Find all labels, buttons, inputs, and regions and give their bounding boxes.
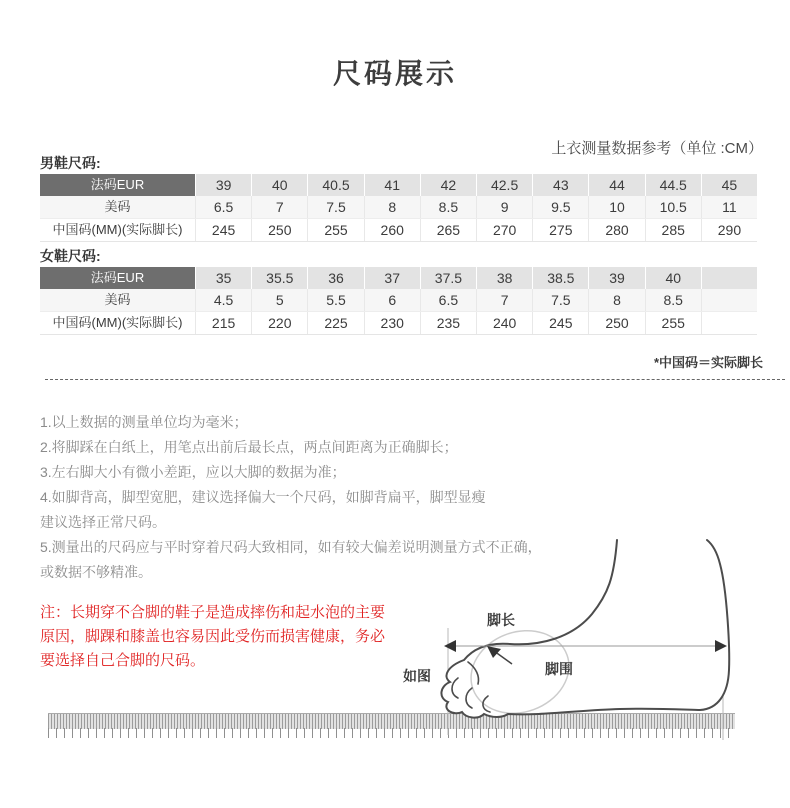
foot-measurement-diagram	[380, 530, 790, 742]
size-table-row	[40, 267, 757, 289]
size-value-cell: 44.5	[645, 174, 701, 196]
size-value-cell: 39	[588, 267, 644, 289]
size-value-cell: 290	[701, 219, 757, 241]
row-header-cell: 美码	[104, 199, 131, 214]
size-value-cell: 38.5	[532, 267, 588, 289]
size-value-cell: 42.5	[476, 174, 532, 196]
size-value-cell: 7	[476, 289, 532, 311]
foot-fill	[441, 540, 729, 718]
size-table-row	[40, 289, 757, 311]
size-value-cell: 230	[364, 312, 420, 334]
dashed-divider	[45, 379, 785, 380]
size-value-cell: 6.5	[420, 289, 476, 311]
size-value-cell: 11	[701, 196, 757, 218]
size-value-cell: 235	[420, 312, 476, 334]
warning-line: 要选择自己合脚的尺码。	[40, 652, 206, 669]
size-value-cell: 37	[364, 267, 420, 289]
note-line: 1.以上数据的测量单位均为毫米；	[40, 414, 248, 430]
as-shown-label: 如图	[403, 668, 431, 684]
size-value-cell: 250	[588, 312, 644, 334]
size-value-cell: 245	[195, 219, 251, 241]
size-value-cell: 39	[195, 174, 251, 196]
size-value-cell: 38	[476, 267, 532, 289]
size-value-cell: 7.5	[532, 289, 588, 311]
size-value-cell: 8.5	[420, 196, 476, 218]
size-value-cell: 6.5	[195, 196, 251, 218]
size-value-cell: 8	[364, 196, 420, 218]
size-value-cell: 250	[251, 219, 307, 241]
measurement-reference-note: 上衣测量数据参考（单位 :CM）	[551, 140, 763, 157]
size-value-cell	[701, 267, 757, 289]
size-value-cell: 215	[195, 312, 251, 334]
size-value-cell: 255	[307, 219, 363, 241]
foot-length-label: 脚长	[487, 612, 515, 628]
size-value-cell: 260	[364, 219, 420, 241]
note-line: 5.测量出的尺码应与平时穿着尺码大致相同，如有较大偏差说明测量方式不正确，	[40, 539, 542, 555]
arrowhead-left-icon	[444, 640, 456, 652]
size-value-cell: 5.5	[307, 289, 363, 311]
row-header-cell: 法码EUR	[40, 174, 195, 196]
size-value-cell: 4.5	[195, 289, 251, 311]
size-value-cell: 280	[588, 219, 644, 241]
size-value-cell: 240	[476, 312, 532, 334]
size-table-row	[40, 311, 757, 335]
mens-section-label: 男鞋尺码:	[40, 155, 101, 171]
page-title: 尺码展示	[332, 58, 457, 89]
size-value-cell: 41	[364, 174, 420, 196]
size-value-cell: 8	[588, 289, 644, 311]
note-line: 或数据不够精准。	[40, 564, 152, 580]
warning-line: 注：长期穿不合脚的鞋子是造成摔伤和起水泡的主要	[40, 604, 386, 621]
size-value-cell: 42	[420, 174, 476, 196]
size-value-cell: 245	[532, 312, 588, 334]
size-value-cell: 10.5	[645, 196, 701, 218]
size-value-cell: 8.5	[645, 289, 701, 311]
size-value-cell: 35	[195, 267, 251, 289]
size-value-cell: 44	[588, 174, 644, 196]
note-line: 2.将脚踩在白纸上，用笔点出前后最长点，两点间距离为正确脚长；	[40, 439, 458, 455]
size-value-cell: 5	[251, 289, 307, 311]
size-value-cell: 35.5	[251, 267, 307, 289]
size-value-cell: 7	[251, 196, 307, 218]
size-value-cell: 255	[645, 312, 701, 334]
size-value-cell: 220	[251, 312, 307, 334]
size-value-cell	[701, 289, 757, 311]
size-table-row	[40, 218, 757, 242]
size-value-cell: 40	[251, 174, 307, 196]
china-size-footnote: *中国码＝实际脚长	[653, 355, 763, 370]
size-value-cell	[701, 312, 757, 334]
size-value-cell: 7.5	[307, 196, 363, 218]
foot-girth-label: 脚围	[545, 661, 573, 677]
row-header-cell: 美码	[104, 292, 131, 307]
note-line: 3.左右脚大小有微小差距，应以大脚的数据为准；	[40, 464, 346, 480]
row-header-cell: 中国码(MM)(实际脚长)	[52, 315, 183, 330]
size-value-cell: 275	[532, 219, 588, 241]
size-table-row	[40, 196, 757, 218]
size-value-cell: 285	[645, 219, 701, 241]
size-value-cell: 40.5	[307, 174, 363, 196]
row-header-cell: 中国码(MM)(实际脚长)	[52, 222, 183, 237]
size-value-cell: 37.5	[420, 267, 476, 289]
warning-line: 原因，脚踝和膝盖也容易因此受伤而损害健康，务必	[40, 628, 386, 645]
size-value-cell: 10	[588, 196, 644, 218]
size-value-cell: 225	[307, 312, 363, 334]
size-value-cell: 45	[701, 174, 757, 196]
size-value-cell: 9	[476, 196, 532, 218]
size-value-cell: 43	[532, 174, 588, 196]
note-line: 建议选择正常尺码。	[40, 514, 166, 530]
size-value-cell: 36	[307, 267, 363, 289]
size-value-cell: 270	[476, 219, 532, 241]
mens-size-table	[40, 174, 757, 242]
size-table-row	[40, 174, 757, 196]
womens-section-label: 女鞋尺码:	[40, 248, 101, 264]
note-line: 4.如脚背高，脚型宽肥，建议选择偏大一个尺码，如脚背扁平，脚型显瘦	[40, 489, 486, 505]
size-value-cell: 265	[420, 219, 476, 241]
row-header-cell: 法码EUR	[40, 267, 195, 289]
womens-size-table	[40, 267, 757, 335]
size-value-cell: 40	[645, 267, 701, 289]
size-value-cell: 6	[364, 289, 420, 311]
size-value-cell: 9.5	[532, 196, 588, 218]
warning-note	[40, 601, 420, 673]
